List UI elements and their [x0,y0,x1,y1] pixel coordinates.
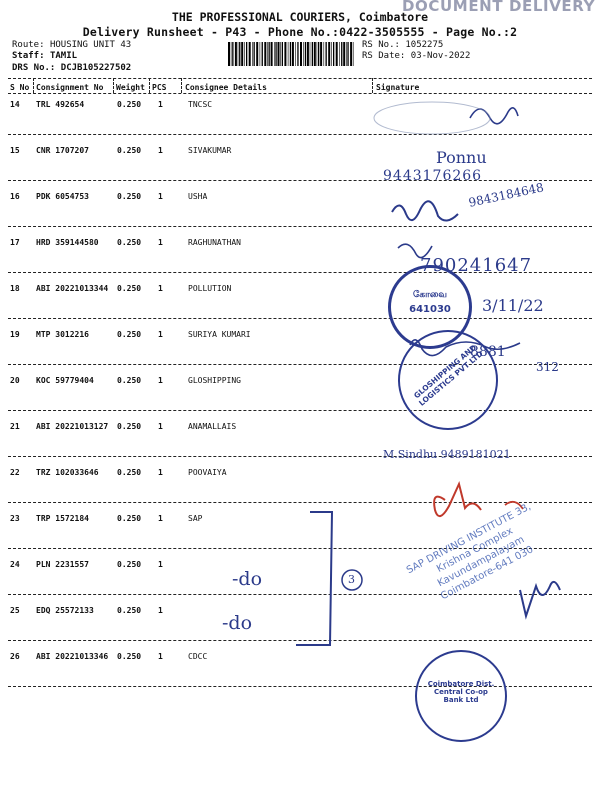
rs-date-label: RS Date: [362,51,406,61]
row-weight: 0.250 [117,238,142,247]
gloshipping-stamp-text: GLOSHIPPING AND LOGISTICS PVT LTD [412,342,485,408]
row-consignment: HRD 359144580 [36,238,99,247]
row-pcs: 1 [158,100,163,109]
rs-no-label: RS No.: [362,40,400,50]
col-consignment-header: Consignment No [36,83,104,92]
row-pcs: 1 [158,330,163,339]
row-sno: 22 [10,468,20,477]
row-pcs: 1 [158,192,163,201]
row-consignee: GLOSHIPPING [188,376,241,385]
handwritten-do-25: -do [222,612,253,634]
runsheet-title: Delivery Runsheet - P43 - Phone No.:0422-3505555 - Page No.:2 [82,25,518,39]
col-signature-header: Signature [376,83,420,92]
drs-label: DRS No.: [12,63,56,73]
row-weight: 0.250 [117,330,142,339]
staff-value: TAMIL [49,51,78,61]
row-consignment: MTP 3012216 [36,330,89,339]
row-sno: 26 [10,652,20,661]
row-consignee: RAGHUNATHAN [188,238,241,247]
row-sno: 20 [10,376,20,385]
row-consignment: TRL 492654 [36,100,85,109]
row-consignee: SAP [188,514,203,523]
row-pcs: 1 [158,376,163,385]
bracket-mark [296,512,332,645]
route-label: Route: [12,40,45,50]
row-pcs: 1 [158,606,163,615]
row-consignee: SURIYA KUMARI [188,330,251,339]
row-consignee: CDCC [188,652,208,661]
col-sno-header: S No [10,83,30,92]
row-weight: 0.250 [117,422,142,431]
row-sno: 23 [10,514,20,523]
row-pcs: 1 [158,284,163,293]
handwritten-phone-19: 8881 [470,344,506,360]
row-consignment: ABI 20221013344 [36,284,109,293]
gloshipping-stamp [398,330,498,430]
row-pcs: 1 [158,422,163,431]
signature-scribble [520,582,560,616]
row-sno: 18 [10,284,20,293]
cdcc-bank-stamp [415,650,507,742]
row-consignment: ABI 20221013127 [36,422,109,431]
sap-institute-stamp: SAP DRIVING INSTITUTE 33, Krishna Complex Kavundampalayam Coimbatore-641 030 [404,501,536,603]
row-weight: 0.250 [117,652,142,661]
row-pcs: 1 [158,652,163,661]
col-pcs-header: PCS [152,83,167,92]
row-sno: 17 [10,238,20,247]
row-consignment: CNR 1707207 [36,146,89,155]
handwritten-do-24: -do [232,568,263,590]
row-pcs: 1 [158,468,163,477]
row-pcs: 1 [158,146,163,155]
row-consignment: ABI 20221013346 [36,652,109,661]
row-pcs: 1 [158,514,163,523]
row-weight: 0.250 [117,468,142,477]
row-sno: 24 [10,560,20,569]
handwritten-note-22: M.Sindhu 9489181021 [383,448,511,461]
row-consignment: EDQ 25572133 [36,606,94,615]
col-weight-header: Weight [116,83,145,92]
handwritten-phone-17: 790241647 [420,255,533,276]
row-consignment: TRZ 102033646 [36,468,99,477]
row-consignee: ANAMALLAIS [188,422,237,431]
row-sno: 21 [10,422,20,431]
drs-value: DCJB105227502 [60,63,132,73]
handwritten-number-19: 312 [536,360,559,374]
cdcc-stamp-text: Coimbatore Dist. Central Co-op Bank Ltd [427,680,495,704]
document-delivery-stamp: DOCUMENT DELIVERY [402,0,596,15]
rs-no-value: 1052275 [405,40,444,50]
row-weight: 0.250 [117,606,142,615]
bracket-count: 3 [348,573,355,586]
handwritten-name-15: Ponnu [436,148,487,167]
row-weight: 0.250 [117,514,142,523]
row-consignment: KOC 59779404 [36,376,94,385]
row-weight: 0.250 [117,192,142,201]
route-value: HOUSING UNIT 43 [49,40,132,50]
row-consignee: POOVAIYA [188,468,227,477]
row-consignee: TNCSC [188,100,213,109]
row-consignment: PLN 2231557 [36,560,89,569]
rs-date-value: 03-Nov-2022 [410,51,471,61]
col-consignee-header: Consignee Details [185,83,267,92]
row-sno: 25 [10,606,20,615]
tncsc-faint-stamp [374,102,490,134]
row-sno: 15 [10,146,20,155]
handwritten-phone-15: 9443176266 [383,168,483,184]
row-sno: 19 [10,330,20,339]
row-weight: 0.250 [117,146,142,155]
row-weight: 0.250 [117,284,142,293]
handwritten-date-18: 3/11/22 [482,296,544,315]
kovai-label: கோவை [413,290,447,300]
kovai-pin: 641030 [409,304,451,315]
row-sno: 14 [10,100,20,109]
signature-scribble [392,201,458,220]
signature-scribble [434,484,481,516]
signature-scribble [470,108,518,124]
handwritten-phone-16: 9843184648 [467,180,545,210]
row-weight: 0.250 [117,100,142,109]
staff-label: Staff: [12,51,45,61]
row-consignment: TRP 1572184 [36,514,89,523]
row-weight: 0.250 [117,376,142,385]
row-consignee: POLLUTION [188,284,232,293]
row-consignment: PDK 6054753 [36,192,89,201]
row-pcs: 1 [158,560,163,569]
row-weight: 0.250 [117,560,142,569]
row-consignee: SIVAKUMAR [188,146,232,155]
row-pcs: 1 [158,238,163,247]
company-title: THE PROFESSIONAL COURIERS, Coimbatore [171,10,429,24]
row-sno: 16 [10,192,20,201]
row-consignee: USHA [188,192,208,201]
